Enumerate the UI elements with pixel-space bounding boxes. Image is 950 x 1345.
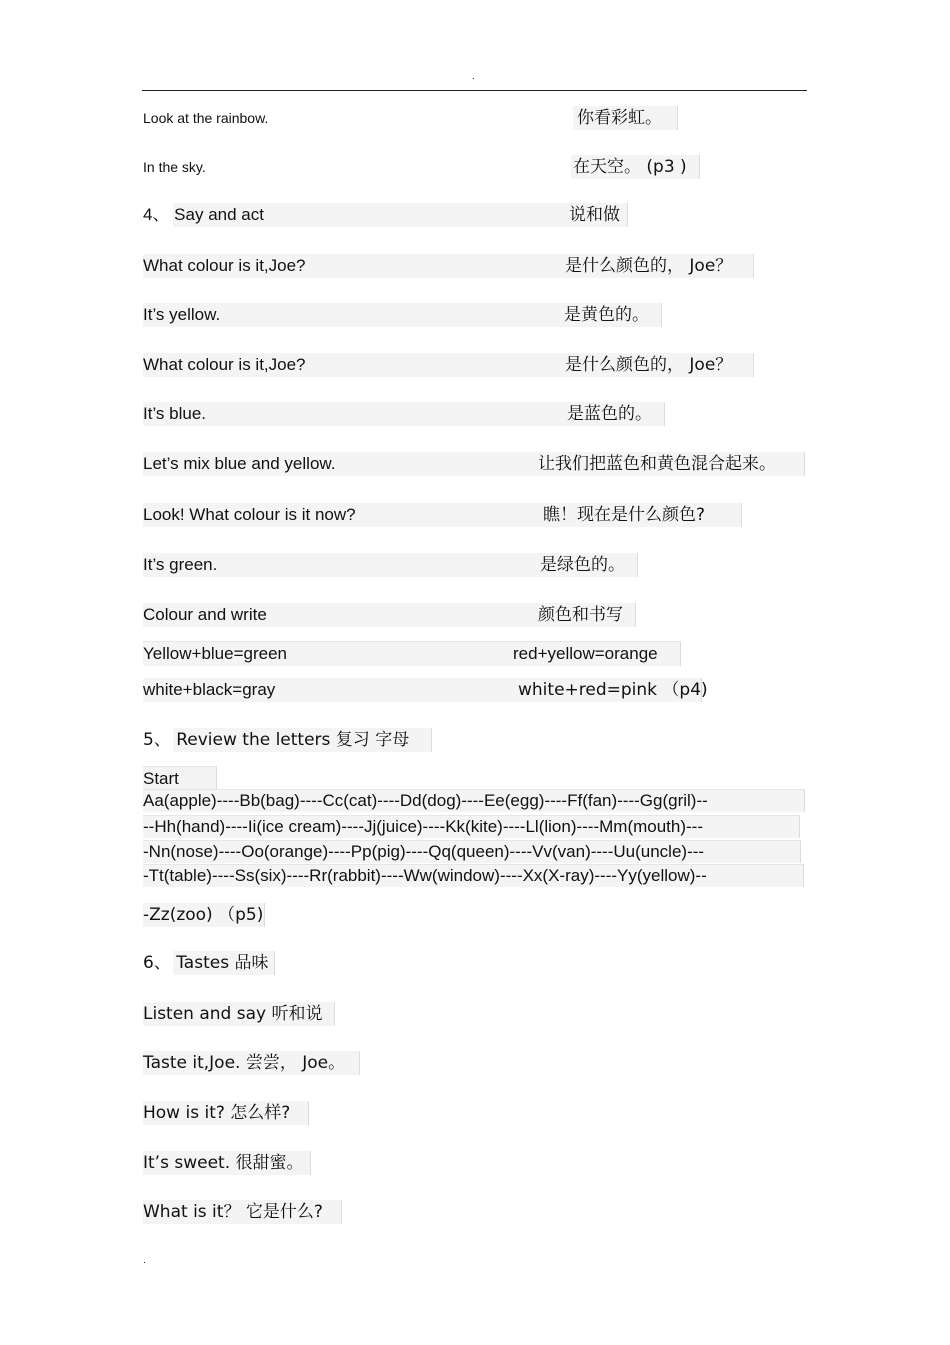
chinese-text: 你看彩虹。	[573, 106, 678, 130]
heading-text: 6、 Tastes 品味	[143, 953, 269, 973]
chinese-text: 让我们把蓝色和黄色混合起来。	[538, 454, 776, 474]
english-text: 4、 Say and act	[143, 205, 264, 224]
line-colour-and-write	[143, 603, 636, 627]
chinese-text: 说和做	[569, 203, 628, 227]
section-5-heading	[143, 728, 433, 752]
line-in-the-sky	[143, 155, 703, 179]
english-text: Look at the rainbow.	[143, 110, 269, 126]
equation-left: white+black=gray	[143, 680, 276, 699]
chinese-text: 在天空。 (p3 )	[571, 155, 700, 179]
chinese-text: 是蓝色的。	[567, 404, 652, 424]
equation-right: white+red=pink （p4)	[518, 680, 708, 700]
line-taste-it: Taste it,Joe. 尝尝， Joe。	[143, 1051, 360, 1075]
alphabet-line-2: --Hh(hand)----Ii(ice cream)----Jj(juice)----Kk(kite)----Ll(lion)----Mm(mouth)---	[143, 815, 800, 838]
alphabet-line-4: -Tt(table)----Ss(six)----Rr(rabbit)----Ww(window)----Xx(X-ray)----Yy(yellow)--	[143, 864, 804, 887]
line-what-is-it: What is it？ 它是什么?	[143, 1200, 342, 1224]
chinese-text: 是绿色的。	[540, 555, 625, 575]
alphabet-line-1: Aa(apple)----Bb(bag)----Cc(cat)----Dd(dog)----Ee(egg)----Ff(fan)----Gg(gril)--	[143, 789, 805, 812]
alphabet-line-5: -Zz(zoo) （p5)	[143, 905, 264, 925]
line-its-green	[143, 553, 638, 577]
chinese-text: 是黄色的。	[564, 305, 649, 325]
line-colour-equation-2	[143, 678, 708, 702]
english-text: It’s blue.	[143, 404, 207, 423]
alphabet-line-3: -Nn(nose)----Oo(orange)----Pp(pig)----Qq(queen)----Vv(van)----Uu(uncle)---	[143, 840, 801, 863]
english-text: What colour is it,Joe?	[143, 355, 306, 374]
chinese-text: 是什么颜色的， Joe？	[565, 355, 733, 375]
heading-text: 5、 Review the letters 复习 字母	[143, 730, 410, 750]
footer-dot: .	[143, 1255, 146, 1266]
english-text: Colour and write	[143, 605, 267, 624]
header-rule	[142, 90, 807, 91]
start-text: Start	[143, 769, 179, 788]
line-its-sweet: It’s sweet. 很甜蜜。	[143, 1151, 311, 1175]
chinese-text: 颜色和书写	[538, 605, 623, 625]
chinese-text: 是什么颜色的， Joe？	[565, 256, 733, 276]
header-dot: .	[472, 71, 475, 82]
line-how-is-it: How is it? 怎么样?	[143, 1101, 309, 1125]
english-text: In the sky.	[143, 159, 206, 175]
equation-left: Yellow+blue=green	[143, 644, 287, 663]
english-text: Let’s mix blue and yellow.	[143, 454, 336, 473]
english-text: What colour is it,Joe?	[143, 256, 306, 275]
english-text: Look! What colour is it now?	[143, 505, 356, 524]
line-colour-equation-1	[143, 641, 681, 666]
equation-right: red+yellow=orange	[513, 644, 658, 663]
english-text: It’s green.	[143, 555, 218, 574]
line-what-colour-2	[143, 353, 754, 377]
line-start	[143, 766, 217, 791]
line-look-what-colour-now	[143, 503, 742, 527]
section-6-heading	[143, 951, 276, 975]
line-what-colour-1	[143, 254, 754, 278]
line-its-blue	[143, 402, 665, 426]
english-text: It’s yellow.	[143, 305, 221, 324]
line-lets-mix	[143, 452, 805, 476]
chinese-text: 瞧！现在是什么颜色?	[543, 505, 706, 525]
line-its-yellow	[143, 303, 662, 327]
line-listen-and-say: Listen and say 听和说	[143, 1002, 335, 1026]
line-look-at-rainbow	[143, 106, 675, 130]
section-4-heading	[143, 203, 633, 227]
